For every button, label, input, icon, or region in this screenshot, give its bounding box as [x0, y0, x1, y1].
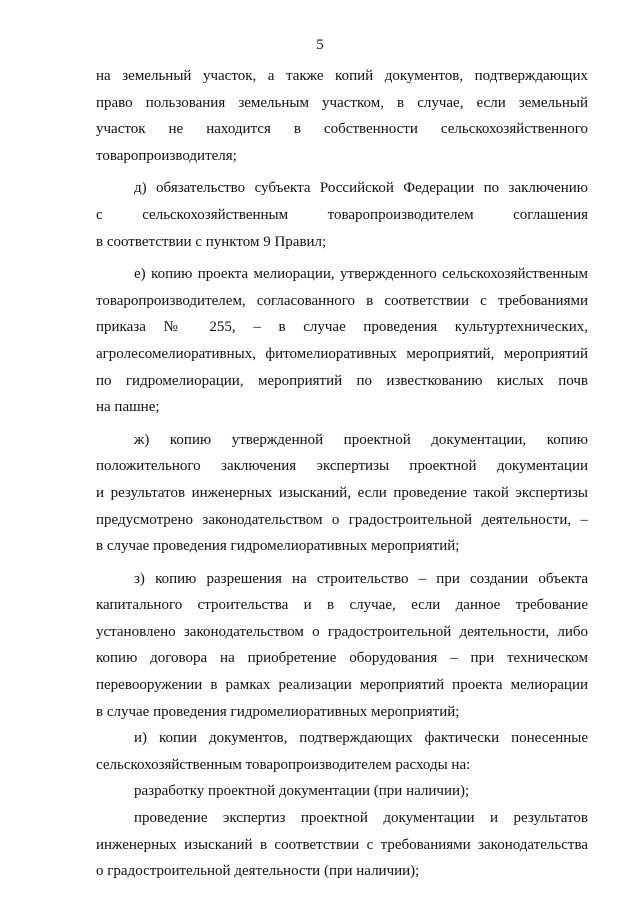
text-line: с сельскохозяйственным товаропроизводителем соглашения [96, 206, 588, 223]
text-line: предусмотрено законодательством о градостроительной деятельности, – [96, 511, 588, 528]
text-line: в случае проведения гидромелиоративных мероприятий; [96, 538, 460, 555]
text-line: и результатов инженерных изысканий, если проведение такой экспертизы [96, 484, 588, 501]
body-text [96, 63, 588, 885]
text-line: копию договора на приобретение оборудования – при техническом [96, 650, 588, 667]
text-line: на пашне; [96, 399, 160, 416]
paragraph-d-line: д) обязательство субъекта Российской Федерации по заключению [134, 180, 588, 197]
text-line: на земельный участок, а также копий документов, подтверждающих [96, 68, 588, 84]
text-line: участок не находится в собственности сельскохозяйственного [96, 121, 588, 138]
text-line: товаропроизводителем, согласованного в соответствии с требованиями [96, 292, 588, 309]
paragraph-zh-line: ж) копию утвержденной проектной документации, копию [134, 431, 588, 448]
text-line: по гидромелиорации, мероприятий по известкованию кислых почв [96, 372, 588, 389]
paragraph-e-line: е) копию проекта мелиорации, утвержденного сельскохозяйственным [134, 266, 588, 283]
text-line: перевооружении в рамках реализации мероприятий проекта мелиорации [96, 677, 588, 694]
text-line: в соответствии с пунктом 9 Правил; [96, 233, 327, 250]
text-line: агролесомелиоративных, фитомелиоративных мероприятий, мероприятий [96, 345, 588, 362]
text-line: установлено законодательством о градостроительной деятельности, либо [96, 623, 588, 640]
text-line: положительного заключения экспертизы проектной документации [96, 458, 588, 475]
paragraph-z-line: з) копию разрешения на строительство – при создании объекта [134, 570, 588, 587]
text-line: сельскохозяйственным товаропроизводителем расходы на: [96, 756, 471, 773]
text-line: инженерных изысканий в соответствии с требованиями законодательства [96, 836, 588, 853]
text-line: в случае проведения гидромелиоративных мероприятий; [96, 703, 460, 720]
text-line: о градостроительной деятельности (при наличии); [96, 863, 420, 880]
text-line: приказа № 255, – в случае проведения культуртехнических, [96, 319, 588, 336]
paragraph-i-line: и) копии документов, подтверждающих фактически понесенные [134, 730, 588, 747]
text-line: капитального строительства и в случае, если данное требование [96, 597, 588, 614]
text-line: право пользования земельным участком, в случае, если земельный [96, 94, 588, 111]
page-number: 5 [316, 37, 324, 53]
text-line: проведение экспертиз проектной документации и результатов [134, 810, 588, 827]
text-line: разработку проектной документации (при наличии); [134, 783, 470, 800]
text-line: товаропроизводителя; [96, 147, 237, 164]
